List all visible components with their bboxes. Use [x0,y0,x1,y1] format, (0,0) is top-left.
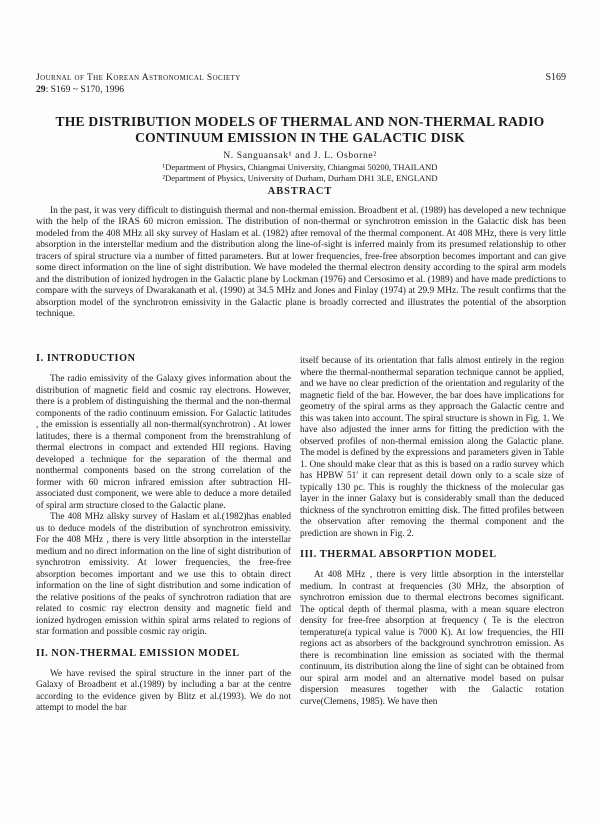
section-heading-thermal: III. THERMAL ABSORPTION MODEL [300,549,497,560]
affiliations [30,162,570,184]
title-line: THE DISTRIBUTION MODELS OF THERMAL AND NON-THERMAL RADIO [55,114,545,129]
page-range: : S169 ~ S170, 1996 [45,84,125,95]
author-list: N. Sanguansak¹ and J. L. Osborne² [223,150,377,161]
paragraph: At 408 MHz , there is very little absorption in the interstellar medium. In contrast at frequencies (30 MHz, the absorption of synchrotron emission due to thermal electrons becomes significant. The optical depth of thermal plasma, with a mean square electron density for free-free absorption at frequency ( Te is the electron temperature(a typical value is 7000 K). At low frequencies, the HII regions act as absorbers of the background synchrotron emission. As there is recombination line emission as sociated with the thermal continuum, its distribution along the line of sight can be obtained from our spiral arm model and an alternative model based on pulsar dispersion measures together with the Galactic rotation curve(Clemens, 1985). We have then [300,570,564,707]
title-line: CONTINUUM EMISSION IN THE GALACTIC DISK [135,130,465,145]
right-column [300,356,564,708]
volume-number: 29 [36,84,46,95]
abstract-heading: ABSTRACT [267,186,333,197]
paper-title [30,114,570,146]
paragraph: The 408 MHz allsky survey of Haslam et al.(1982)has enabled us to deduce models of the distribution of synchrotron emissivity. For the 408 MHz , there is very little absorption in the interstellar medium and no direct information on the line of sight distribution of synchrotron emissivity. At lower frequencies, the free-free absorption becomes important and we use this to obtain direct information on the line of sight distribution and some indication of the relative positions of the peaks of synchrotron radiation that are related to cosmic ray electron density and magnetic field and ionized hydrogen emission within spiral arms related to regions of star formation and possible cosmic ray origin. [36,512,291,637]
paragraph: The radio emissivity of the Galaxy gives information about the distribution of magnetic field and cosmic ray electrons. However, there is a problem of distinguishing the thermal and the non-thermal components of the radio continuum emission. For Galactic latitudes , the emission is essentially all non-thermal(synchrotron) . At lower latitudes, there is a thermal component from the bremstrahlung of thermal electrons in compact and extended HII regions. Having developed a technique for the separation of the thermal and nonthermal components based on the strong correlation of the former with 60 micron infrared emission after subtraction HI-associated dust component, we were able to deduce a more detailed of spiral arm structure closed to the Galactic plane. [36,374,291,511]
section-heading-introduction: I. INTRODUCTION [36,353,136,364]
affiliation-line: ²Department of Physics, University of Durham, Durham DH1 3LE, ENGLAND [162,173,438,183]
paragraph: itself because of its orientation that falls almost entirely in the region where the thermal-nonthermal separation technique cannot be applied, and we have no clear prediction of the orientation and regularity of the magnetic field of the bar. However, the bar does have implications for geometry of the spiral arms as they approach the Galactic centre and this was taken into account. The spiral structure is shown in Fig. 1. We have also adjusted the inner arms for fitting the prediction with the observed profiles of non-thermal emission along the Galactic plane. The model is defined by the expressions and parameters given in Table 1. One should make clear that as this is based on a radio survey which has HPBW 51′ it can represent detail down only to a scale size of typically 130 pc. This is roughly the thickness of the molecular gas layer in the inner Galaxy but is considerably small than the deduced thickness of the synchrotron emitting disk. The fitted profiles between the observation after removing the thermal component and the prediction are shown in Fig. 2. [300,356,564,539]
left-column [36,352,291,715]
section-heading-nonthermal: II. NON-THERMAL EMISSION MODEL [36,647,240,659]
affiliation-line: ¹Department of Physics, Chiangmai University, Chiangmai 50200, THAILAND [162,162,438,172]
paragraph: We have revised the spiral structure in the inner part of the Galaxy of Broadbent et al.(1989) by including a bar at the centre according to the evidence given by Blitz et al.(1993). We do not attempt to model the bar [36,668,291,713]
journal-name: Journal of The Korean Astronomical Society [36,72,241,83]
running-header [36,72,566,96]
abstract-text: In the past, it was very difficult to distinguish thermal and non-thermal emission. Broadbent et al. (1989) has developed a new technique with the help of the IRAS 60 micron emission. The distribution of non-thermal or synchrotron emission in the Galactic disk has been modeled from the 408 MHz all sky survey of Haslam et al. (1982) after removal of the thermal component. At 408 MHz, there is very little absorption in the interstellar medium and the distribution along the line-of-sight is inferred mainly from its presumed relationship to other tracers of spiral structure via a number of fitted parameters. But at lower frequencies, free-free absorption becomes important and can give some direct information on the line of sight distribution. We have modeled the thermal electron density according to the spiral arm models and the distribution of ionized hydrogen in the Galactic plane by Lockman (1976) and Cersosimo et al. (1989) and have made predictions to compare with the surveys of Dwarakanath et al. (1990) at 34.5 MHz and Jones and Finlay (1974) at 29.9 MHz. The result confirms that the absorption model of the synchrotron emissivity in the Galactic plane is broadly corrected and illustrates the potential of the absorption technique. [36,206,566,320]
page-number: S169 [545,72,566,83]
issue-info [36,84,566,96]
